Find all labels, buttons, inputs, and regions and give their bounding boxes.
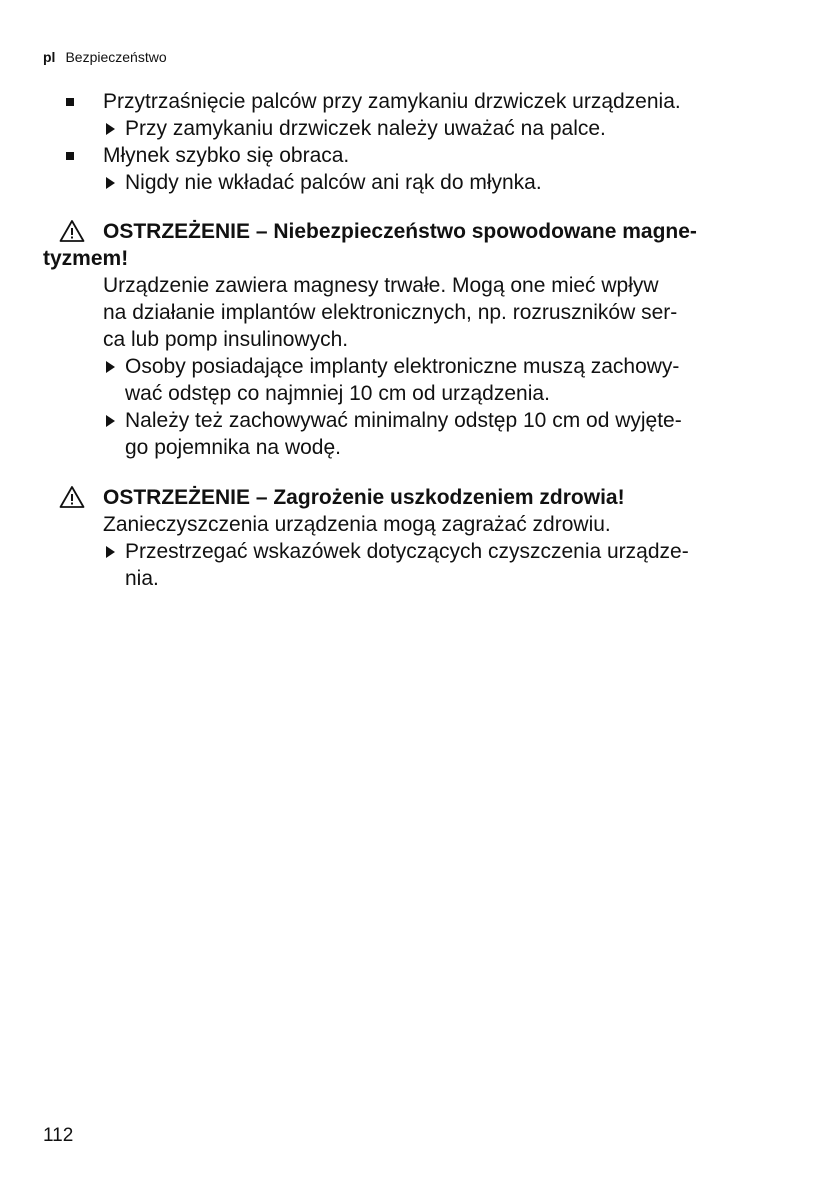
running-header — [43, 49, 167, 65]
hazard-item: Młynek szybko się obraca. — [103, 144, 350, 167]
action-item: Należy też zachowywać minimalny odstęp 10 cm od wyjęte- — [125, 409, 682, 432]
language-code: pl — [43, 49, 56, 65]
warning-heading: tyzmem! — [43, 247, 129, 270]
action-item: go pojemnika na wodę. — [125, 436, 341, 459]
action-item: nia. — [125, 567, 159, 590]
warning-triangle-icon — [59, 219, 85, 243]
bullet-square-icon — [66, 98, 74, 106]
action-item: Przy zamykaniu drzwiczek należy uważać na palce. — [125, 117, 606, 140]
action-arrow-icon — [106, 123, 115, 135]
warning-triangle-icon — [59, 485, 85, 509]
bullet-square-icon — [66, 152, 74, 160]
action-item: Nigdy nie wkładać palców ani rąk do młynka. — [125, 171, 542, 194]
warning-text: ca lub pomp insulinowych. — [103, 328, 349, 351]
page-number: 112 — [43, 1125, 74, 1146]
action-arrow-icon — [106, 415, 115, 427]
warning-text: na działanie implantów elektronicznych, np. rozruszników ser- — [103, 301, 678, 324]
action-item: Osoby posiadające implanty elektroniczne muszą zachowy- — [125, 355, 680, 378]
warning-heading: OSTRZEŻENIE – Niebezpieczeństwo spowodowane magne- — [103, 220, 697, 243]
action-item: Przestrzegać wskazówek dotyczących czyszczenia urządze- — [125, 540, 689, 563]
hazard-item: Przytrzaśnięcie palców przy zamykaniu drzwiczek urządzenia. — [103, 90, 681, 113]
action-arrow-icon — [106, 177, 115, 189]
action-arrow-icon — [106, 546, 115, 558]
action-item: wać odstęp co najmniej 10 cm od urządzenia. — [125, 382, 550, 405]
warning-text: Urządzenie zawiera magnesy trwałe. Mogą one mieć wpływ — [103, 274, 659, 297]
warning-heading: OSTRZEŻENIE – Zagrożenie uszkodzeniem zdrowia! — [103, 486, 625, 509]
warning-text: Zanieczyszczenia urządzenia mogą zagrażać zdrowiu. — [103, 513, 611, 536]
section-title: Bezpieczeństwo — [65, 49, 167, 65]
action-arrow-icon — [106, 361, 115, 373]
